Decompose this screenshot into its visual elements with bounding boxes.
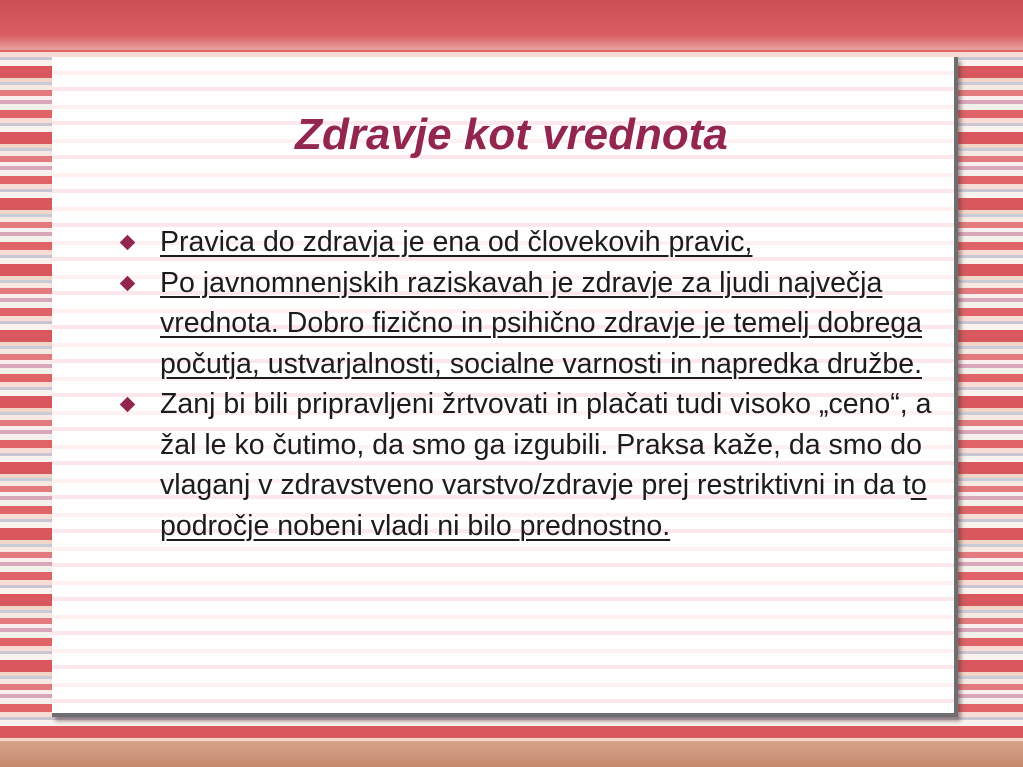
bullet-item-3 — [118, 384, 948, 546]
bullet-3-text: Zanj bi bili pripravljeni žrtvovati in plačati tudi visoko „ceno“, a žal le ko čutimo, da smo ga izgubili. Praksa kaže, da smo do vlaganj v zdravstveno varstvo/zdravje prej restriktivni in da t — [160, 388, 932, 501]
diamond-bullet-icon — [120, 275, 136, 291]
diamond-bullet-icon — [120, 397, 136, 413]
slide-title: Zdravje kot vrednota — [295, 110, 728, 159]
bullet-1-text: Pravica do zdravja je ena od človekovih pravic, — [160, 226, 753, 258]
bullet-item-1 — [118, 222, 948, 263]
diamond-bullet-icon — [120, 235, 136, 251]
bullet-list — [118, 222, 948, 546]
bullet-3-underlined-text: o področje nobeni vladi ni bilo prednostno. — [160, 469, 927, 542]
top-decorative-band — [0, 0, 1023, 50]
bullet-item-2 — [118, 263, 948, 385]
bottom-decorative-band — [0, 741, 1023, 767]
bullet-2-text: Po javnomnenjskih raziskavah je zdravje za ljudi največja vrednota. Dobro fizično in psihično zdravje je temelj dobrega počutja, ustvarjalnosti, socialne varnosti in napredka družbe. — [160, 266, 923, 380]
